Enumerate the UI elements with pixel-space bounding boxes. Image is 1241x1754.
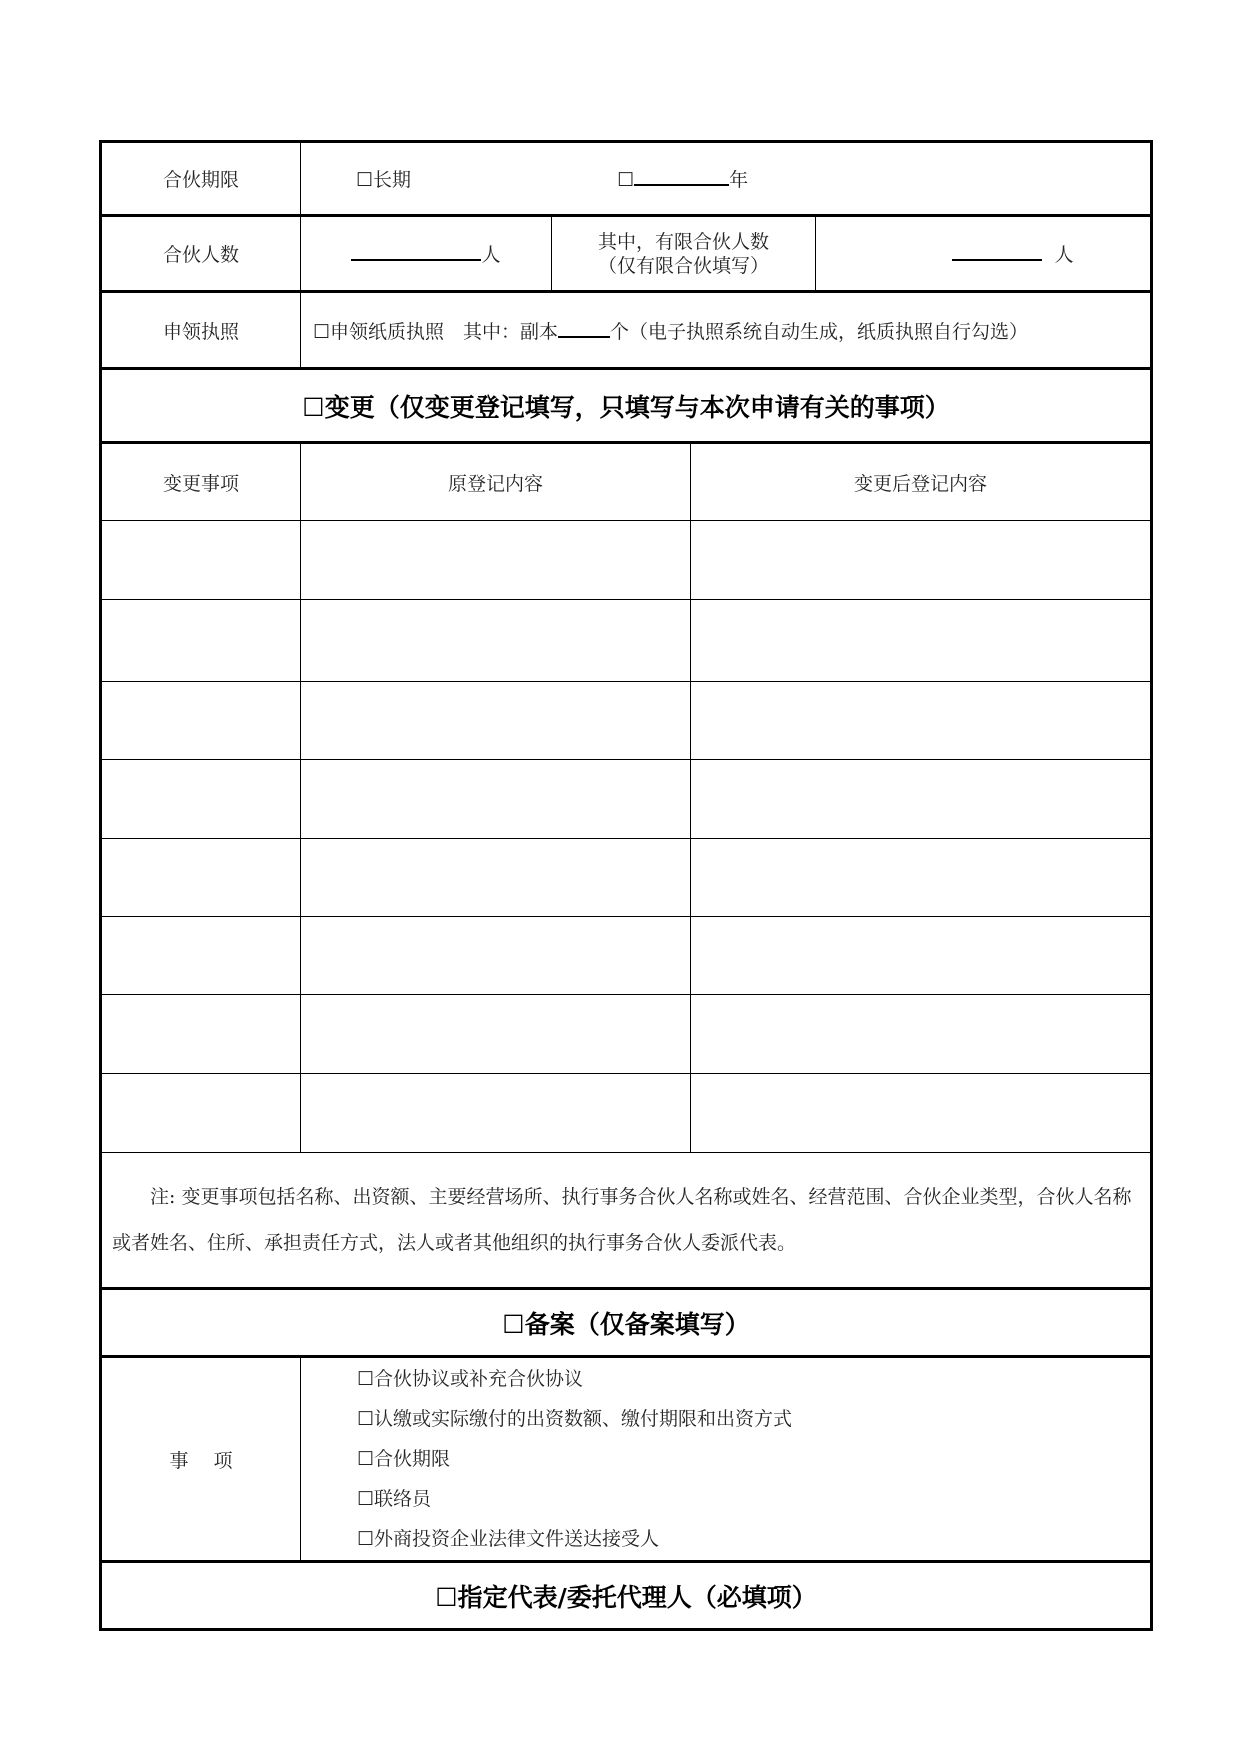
change-item-cell[interactable] bbox=[101, 1074, 301, 1153]
original-content-cell[interactable] bbox=[301, 521, 691, 600]
new-content-cell[interactable] bbox=[691, 917, 1152, 995]
partners-unit: 人 bbox=[481, 244, 501, 266]
header-item: 变更事项 bbox=[101, 443, 301, 521]
license-label: 申领执照 bbox=[101, 292, 301, 369]
original-content-cell[interactable] bbox=[301, 839, 691, 917]
new-content-cell[interactable] bbox=[691, 760, 1152, 839]
term-years-checkbox[interactable]: ☐ bbox=[617, 169, 635, 191]
filing-item[interactable]: ☐外商投资企业法律文件送达接受人 bbox=[357, 1528, 660, 1550]
change-item-cell[interactable] bbox=[101, 682, 301, 760]
filing-title-checkbox[interactable]: ☐备案（仅备案填写） bbox=[101, 1289, 1152, 1357]
filing-label: 事 项 bbox=[101, 1357, 301, 1562]
change-note: 注: 变更事项包括名称、出资额、主要经营场所、执行事务合伙人名称或姓名、经营范围、合伙企业类型，合伙人名称或者姓名、住所、承担责任方式，法人或者其他组织的执行事务合伙人委派代表。 bbox=[101, 1153, 1152, 1289]
filing-item[interactable]: ☐合伙期限 bbox=[357, 1448, 451, 1470]
term-years-input[interactable] bbox=[634, 165, 729, 186]
change-row bbox=[101, 917, 1152, 995]
limited-partners-label bbox=[552, 216, 816, 292]
change-note-row bbox=[101, 1153, 1152, 1289]
change-item-cell[interactable] bbox=[101, 995, 301, 1074]
limited-partners-input[interactable] bbox=[952, 240, 1042, 261]
change-row bbox=[101, 760, 1152, 839]
change-row bbox=[101, 995, 1152, 1074]
term-row bbox=[101, 142, 1152, 216]
license-copies-input[interactable] bbox=[558, 317, 610, 338]
new-content-cell[interactable] bbox=[691, 995, 1152, 1074]
original-content-cell[interactable] bbox=[301, 760, 691, 839]
limited-label-line2: （仅有限合伙填写） bbox=[597, 254, 769, 277]
original-content-cell[interactable] bbox=[301, 917, 691, 995]
filing-item[interactable]: ☐联络员 bbox=[357, 1488, 432, 1510]
new-content-cell[interactable] bbox=[691, 1074, 1152, 1153]
partners-row bbox=[101, 216, 1152, 292]
header-new: 变更后登记内容 bbox=[691, 443, 1152, 521]
change-row bbox=[101, 521, 1152, 600]
change-item-cell[interactable] bbox=[101, 760, 301, 839]
change-item-cell[interactable] bbox=[101, 521, 301, 600]
limited-label-line1: 其中，有限合伙人数 bbox=[597, 230, 769, 253]
change-row bbox=[101, 1074, 1152, 1153]
filing-items-row bbox=[101, 1357, 1152, 1562]
new-content-cell[interactable] bbox=[691, 839, 1152, 917]
original-content-cell[interactable] bbox=[301, 995, 691, 1074]
change-title-checkbox[interactable]: ☐变更（仅变更登记填写，只填写与本次申请有关的事项） bbox=[101, 369, 1152, 443]
change-item-cell[interactable] bbox=[101, 600, 301, 682]
term-long-checkbox[interactable]: ☐长期 bbox=[356, 169, 412, 191]
original-content-cell[interactable] bbox=[301, 600, 691, 682]
change-item-cell[interactable] bbox=[101, 917, 301, 995]
term-label: 合伙期限 bbox=[101, 142, 301, 216]
registration-form bbox=[99, 140, 1153, 1631]
change-section bbox=[101, 369, 1152, 443]
filing-section bbox=[101, 1289, 1152, 1357]
change-header-row bbox=[101, 443, 1152, 521]
license-row bbox=[101, 292, 1152, 369]
partners-count-input[interactable] bbox=[351, 240, 481, 261]
change-item-cell[interactable] bbox=[101, 839, 301, 917]
new-content-cell[interactable] bbox=[691, 682, 1152, 760]
change-row bbox=[101, 682, 1152, 760]
agent-title-checkbox[interactable]: ☐指定代表/委托代理人（必填项） bbox=[101, 1562, 1152, 1630]
original-content-cell[interactable] bbox=[301, 682, 691, 760]
license-note: 个（电子执照系统自动生成，纸质执照自行勾选） bbox=[610, 320, 1029, 343]
partners-label: 合伙人数 bbox=[101, 216, 301, 292]
new-content-cell[interactable] bbox=[691, 521, 1152, 600]
new-content-cell[interactable] bbox=[691, 600, 1152, 682]
agent-section bbox=[101, 1562, 1152, 1630]
license-paper-checkbox[interactable]: ☐申领纸质执照 其中：副本 bbox=[313, 320, 559, 343]
change-row bbox=[101, 600, 1152, 682]
filing-item[interactable]: ☐合伙协议或补充合伙协议 bbox=[357, 1368, 584, 1390]
original-content-cell[interactable] bbox=[301, 1074, 691, 1153]
header-original: 原登记内容 bbox=[301, 443, 691, 521]
limited-unit: 人 bbox=[1054, 244, 1074, 266]
change-row bbox=[101, 839, 1152, 917]
filing-item[interactable]: ☐认缴或实际缴付的出资数额、缴付期限和出资方式 bbox=[357, 1408, 793, 1430]
term-years-unit: 年 bbox=[729, 169, 749, 191]
